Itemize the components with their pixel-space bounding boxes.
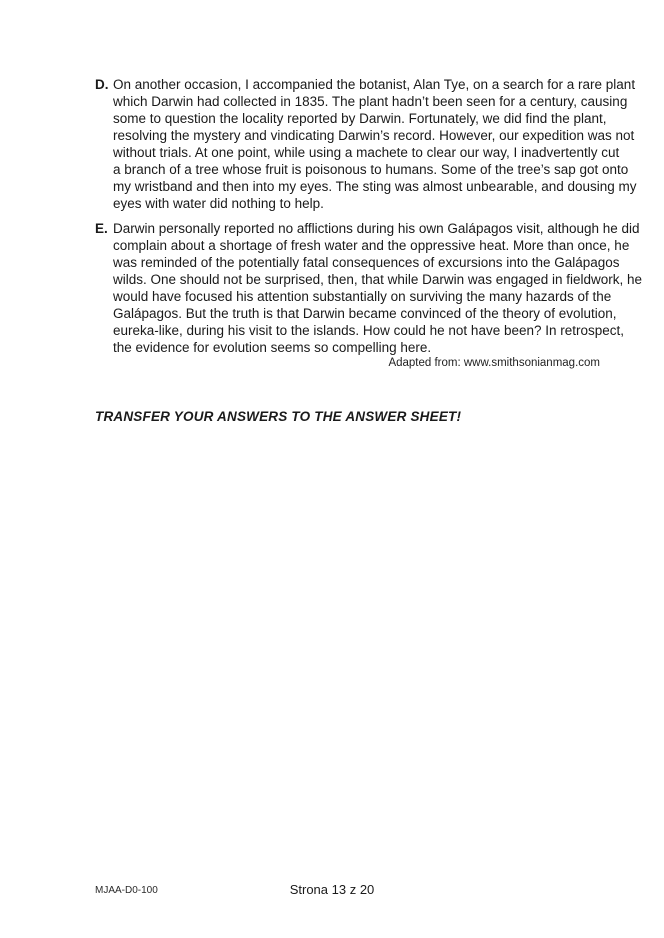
text-line: would have focused his attention substantially on surviving the many hazards of the <box>113 289 612 304</box>
text-line: a branch of a tree whose fruit is poisonous to humans. Some of the tree’s sap got onto <box>113 162 629 177</box>
text-line: without trials. At one point, while using a machete to clear our way, I inadvertently cut <box>113 145 620 160</box>
text-line: some to question the locality reported by Darwin. Fortunately, we did find the plant, <box>113 111 607 126</box>
text-line: wilds. One should not be surprised, then, that while Darwin was engaged in fieldwork, he <box>113 272 643 287</box>
text-line: the evidence for evolution seems so compelling here. <box>113 340 432 355</box>
text-line: my wristband and then into my eyes. The sting was almost unbearable, and dousing my <box>113 179 637 194</box>
text-line: resolving the mystery and vindicating Darwin’s record. However, our expedition was not <box>113 128 635 143</box>
paragraph-e <box>95 220 643 356</box>
paragraph-d <box>95 76 637 212</box>
text-line: eyes with water did nothing to help. <box>113 196 324 211</box>
paragraph-d-text <box>113 76 637 212</box>
text-line: which Darwin had collected in 1835. The plant hadn’t been seen for a century, causing <box>113 94 628 109</box>
text-line: Darwin personally reported no afflictions during his own Galápagos visit, although he did <box>113 221 640 236</box>
paragraph-e-label: E. <box>95 221 108 236</box>
footer-page-number: Strona 13 z 20 <box>289 882 375 897</box>
source-attribution: Adapted from: www.smithsonianmag.com <box>388 357 600 369</box>
footer-form-code: MJAA-D0-100 <box>95 885 158 896</box>
text-line: Galápagos. But the truth is that Darwin became convinced of the theory of evolution, <box>113 306 617 321</box>
paragraph-e-text <box>113 220 642 356</box>
text-line: On another occasion, I accompanied the botanist, Alan Tye, on a search for a rare plant <box>113 77 636 92</box>
transfer-instruction: TRANSFER YOUR ANSWERS TO THE ANSWER SHEET! <box>95 409 462 424</box>
text-line: eureka-like, during his visit to the islands. How could he not have been? In retrospect, <box>113 323 625 338</box>
text-line: complain about a shortage of fresh water and the oppressive heat. More than once, he <box>113 238 630 253</box>
text-line: was reminded of the potentially fatal consequences of excursions into the Galápagos <box>113 255 620 270</box>
paragraph-d-label: D. <box>95 77 109 92</box>
